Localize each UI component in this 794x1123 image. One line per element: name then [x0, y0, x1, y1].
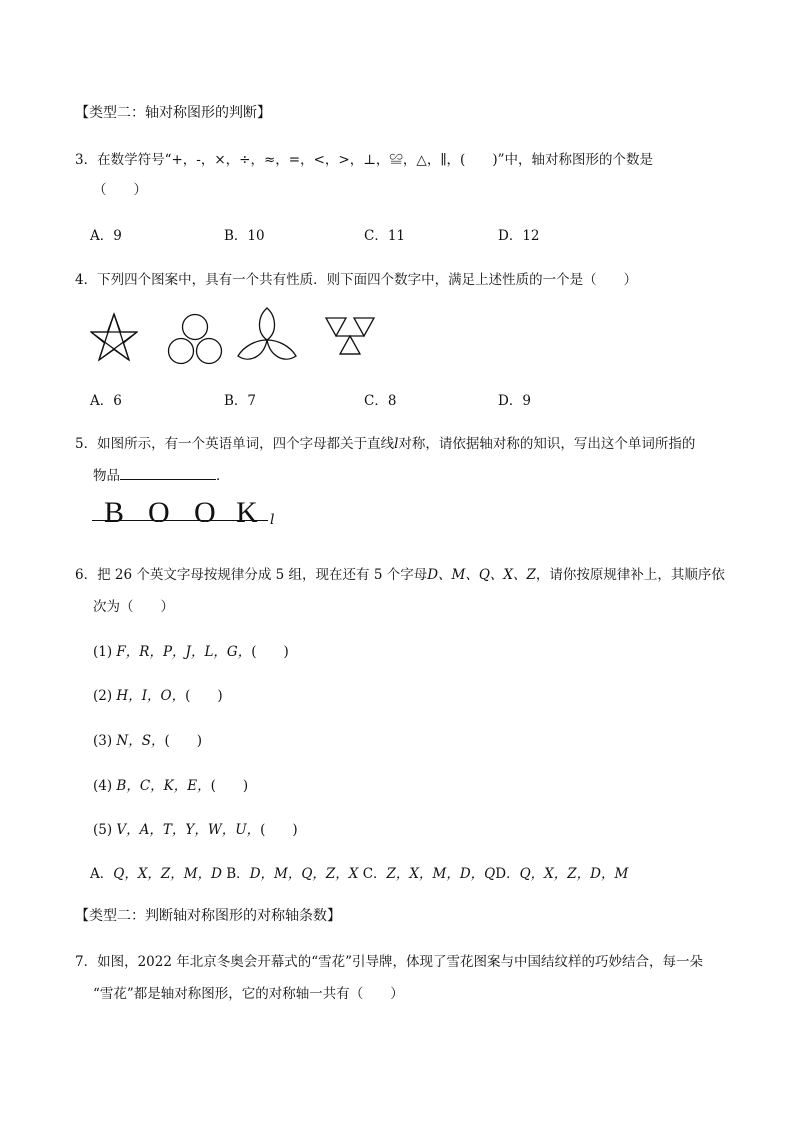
question-number: 5．	[75, 436, 98, 452]
question-5: 5．如图所示，有一个英语单词，四个字母都关于直线l对称，请依据轴对称的知识，写出这个单词所指的	[75, 436, 696, 452]
question-3	[75, 148, 653, 168]
option-b: B．10	[224, 228, 265, 244]
group-row: (2) H，I，O，( )	[93, 688, 223, 704]
option-a: A．Q，X，Z，M，D	[90, 866, 222, 882]
letters: D、M、Q、X、Z	[427, 567, 536, 583]
question-6-line2: 次为（ ）	[93, 599, 174, 615]
question-number: 6．	[75, 567, 98, 583]
letter-o: O	[148, 500, 170, 522]
group-row: (4) B，C，K，E，( )	[93, 778, 249, 794]
letter-b: B	[104, 500, 125, 522]
star-icon	[90, 312, 138, 362]
option-c: C．8	[364, 393, 397, 409]
answer-paren: （ ）	[93, 182, 147, 198]
answer-blank[interactable]	[120, 467, 216, 480]
letter-o: O	[194, 500, 216, 522]
option-c: C．11	[364, 228, 406, 244]
line-label: l	[270, 512, 275, 528]
question-text: 下列四个图案中，具有一个共有性质．则下面四个数字中，满足上述性质的一个是（ ）	[97, 272, 638, 288]
option-a: A．6	[90, 393, 122, 409]
line-variable: l	[394, 436, 399, 452]
three-petals-icon	[236, 306, 298, 366]
option-a: A．9	[90, 228, 122, 244]
book-figure	[92, 500, 282, 530]
question-7: 7．如图，2022 年北京冬奥会开幕式的“雪花”引导牌，体现了雪花图案与中国结纹样的巧妙结合，每一朵	[75, 954, 704, 970]
section-title: 【类型二：判断轴对称图形的对称轴条数】	[75, 908, 341, 924]
option-d: D．Q，X，Z，D，M	[495, 866, 629, 882]
question-text: 在数学符号“+，-，×，÷，≈，=，<，>，⊥，≌，△，∥，( )”中，轴对称图形的个数是	[97, 152, 653, 168]
option-c: C．Z，X，M，D，Q	[362, 866, 496, 882]
question-5-line2: 物品 ．	[93, 468, 230, 484]
question-number: 3．	[75, 152, 98, 168]
letter-k: K	[236, 500, 258, 522]
question-6: 6．把 26 个英文字母按规律分成 5 组，现在还有 5 个字母D、M、Q、X、Z，请你按原规律补上，其顺序依	[75, 567, 725, 583]
symmetry-line	[92, 520, 268, 521]
section-title: 【类型二：轴对称图形的判断】	[75, 105, 271, 121]
question-number: 4．	[75, 272, 98, 288]
three-triangles-icon	[322, 316, 378, 358]
three-circles-icon	[164, 312, 226, 368]
options-row	[90, 862, 628, 882]
question-number: 7．	[75, 954, 98, 970]
group-row: (1) F，R，P，J，L，G，( )	[93, 644, 289, 660]
option-d: D．12	[498, 228, 540, 244]
group-row: (3) N，S，( )	[93, 733, 203, 749]
option-b: B．D，M，Q，Z，X	[226, 866, 359, 882]
option-b: B．7	[224, 393, 257, 409]
group-row: (5) V，A，T，Y，W，U，( )	[93, 822, 298, 838]
question-7-line2: “雪花”都是轴对称图形，它的对称轴一共有（ ）	[93, 986, 404, 1002]
question-4	[75, 268, 637, 288]
option-d: D．9	[498, 393, 531, 409]
